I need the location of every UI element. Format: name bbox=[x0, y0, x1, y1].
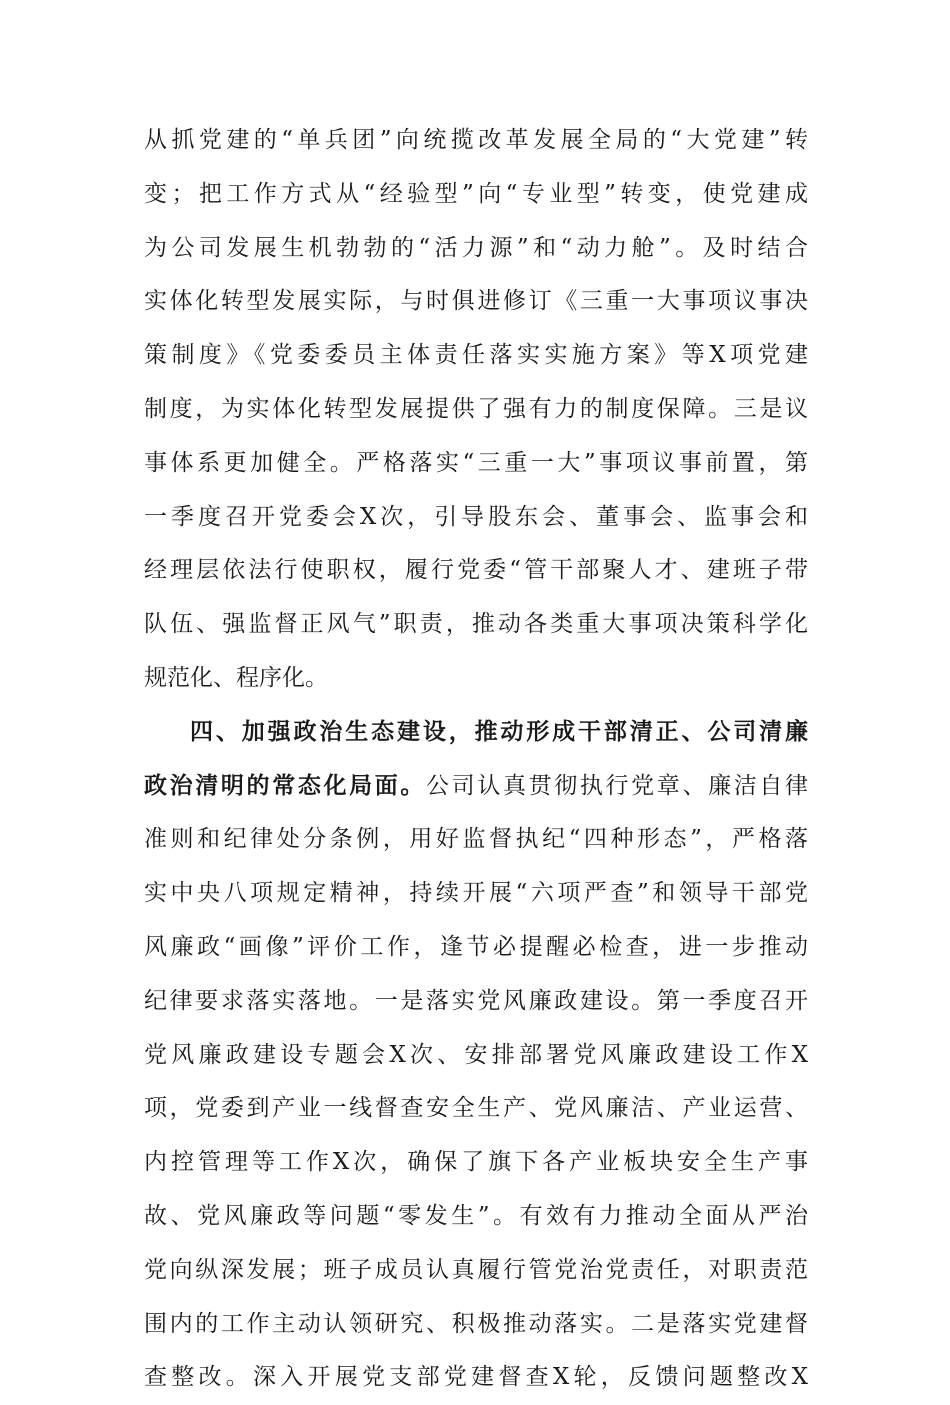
text-line: 为公司发展生机勃勃的“活力源”和“动力舱”。及时结合 bbox=[144, 234, 808, 261]
text-line: 查整改。深入开展党支部党建督查X轮，反馈问题整改X bbox=[144, 1364, 808, 1391]
text-line: 围内的工作主动认领研究、积极推动落实。二是落实党建督 bbox=[144, 1310, 808, 1337]
section-intro-text: 公司认真贯彻执行党章、廉洁自律 bbox=[426, 772, 808, 799]
text-line: 故、党风廉政等问题“零发生”。有效有力推动全面从严治 bbox=[144, 1202, 808, 1229]
text-line: 制度，为实体化转型发展提供了强有力的制度保障。三是议 bbox=[144, 395, 808, 422]
text-line: 项，党委到产业一线督查安全生产、党风廉洁、产业运营、 bbox=[144, 1095, 808, 1122]
text-line: 纪律要求落实落地。一是落实党风廉政建设。第一季度召开 bbox=[144, 987, 808, 1014]
text-line: 队伍、强监督正风气”职责，推动各类重大事项决策科学化 bbox=[144, 611, 808, 638]
paragraph-end-line: 规范化、程序化。 bbox=[144, 664, 328, 691]
text-line: 内控管理等工作X次，确保了旗下各产业板块安全生产事 bbox=[144, 1149, 808, 1176]
text-line: 策制度》《党委委员主体责任落实实施方案》等X项党建 bbox=[144, 342, 808, 369]
heading-continuation-line bbox=[144, 760, 808, 814]
text-line: 实体化转型发展实际，与时俱进修订《三重一大事项议事决 bbox=[144, 288, 808, 315]
text-line: 准则和纪律处分条例，用好监督执纪“四种形态”，严格落 bbox=[144, 826, 808, 853]
text-line: 经理层依法行使职权，履行党委“管干部聚人才、建班子带 bbox=[144, 557, 808, 584]
text-line: 实中央八项规定精神，持续开展“六项严查”和领导干部党 bbox=[144, 880, 808, 907]
section-heading: 四、加强政治生态建设，推动形成干部清正、公司清廉 bbox=[190, 718, 808, 745]
document-body bbox=[144, 114, 808, 1405]
section-heading-end: 政治清明的常态化局面。 bbox=[144, 772, 427, 799]
text-line: 变；把工作方式从“经验型”向“专业型”转变，使党建成 bbox=[144, 180, 808, 207]
text-line: 一季度召开党委会X次，引导股东会、董事会、监事会和 bbox=[144, 503, 808, 530]
text-line: 党向纵深发展；班子成员认真履行管党治党责任，对职责范 bbox=[144, 1256, 808, 1283]
text-line: 从抓党建的“单兵团”向统揽改革发展全局的“大党建”转 bbox=[144, 127, 808, 153]
text-line: 事体系更加健全。严格落实“三重一大”事项议事前置，第 bbox=[144, 449, 808, 476]
text-line: 党风廉政建设专题会X次、安排部署党风廉政建设工作X bbox=[144, 1041, 808, 1068]
text-line: 风廉政“画像”评价工作，逢节必提醒必检查，进一步推动 bbox=[144, 933, 808, 960]
